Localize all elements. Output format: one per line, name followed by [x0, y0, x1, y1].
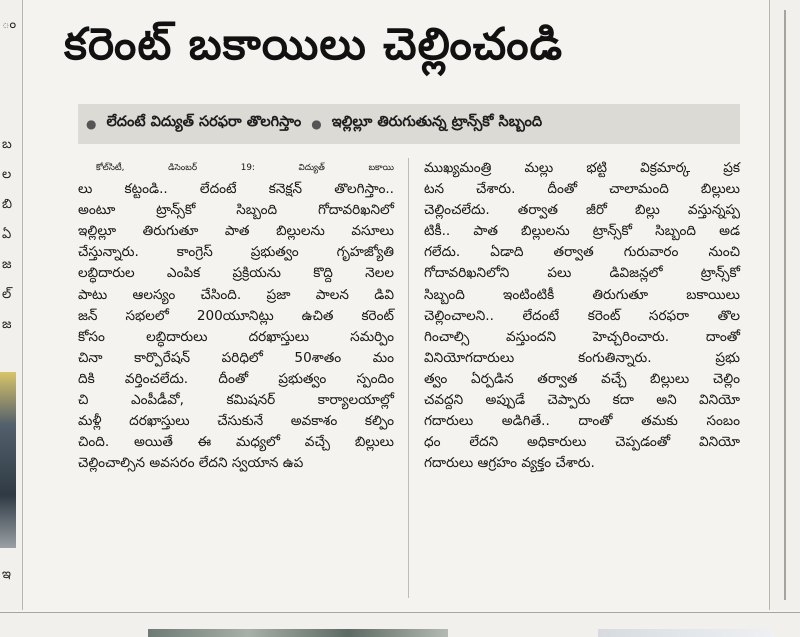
next-article-strip	[0, 613, 800, 637]
bullet-icon: ●	[86, 117, 97, 131]
left-adjacent-column	[0, 0, 23, 610]
text-line: గలేదు. ఏడాది తర్వాత గురువారం నుంచి	[424, 244, 740, 261]
next-article-photo	[148, 629, 448, 637]
text-line: గోదావరిఖనిలోని పలు డివిజన్లలో ట్రాన్స్‌కో	[424, 265, 740, 282]
text-line: సిబ్బంది ఇంటింటికీ తిరుగుతూ బకాయిలు	[424, 286, 740, 303]
left-fragment: జ	[2, 257, 12, 272]
text-line: మళ్లీ దరఖాస్తులు చేసుకునే అవకాశం కల్పిం	[78, 413, 394, 430]
next-article-box	[598, 629, 774, 637]
text-line: ధం లేదని అధికారులు చెప్పడంతో వినియో	[424, 434, 740, 451]
text-line: గించాల్సి వస్తుందని హెచ్చరించారు. దాంతో	[424, 328, 740, 345]
left-fragment: ల్	[2, 287, 12, 302]
text-line: టన చేశారు. దీంతో చాలామంది బిల్లులు	[424, 181, 740, 198]
column-rule	[784, 10, 786, 600]
left-fragment: బ	[2, 137, 12, 152]
text-line: లు కట్టండి.. లేదంటే కనెక్షన్ తొలగిస్తాం..	[78, 181, 394, 198]
text-line: కోల్‌సిటీ, డిసెంబర్ 19: విద్యుత్ బకాయి	[96, 163, 394, 173]
text-line: త్వం ఏర్పడిన తర్వాత వచ్చే బిల్లులు చెల్లిం	[424, 370, 740, 387]
text-line: చినా కార్పొరేషన్ పరిధిలో 50శాతం మం	[78, 349, 394, 366]
article-headline: కరెంట్ బకాయిలు చెల్లించండి	[64, 19, 564, 70]
left-fragment: జ	[2, 317, 12, 332]
text-line: పాటు ఆలస్యం చేసింది. ప్రజా పాలన డివి	[78, 286, 394, 303]
text-line: గదారులు ఆగ్రహం వ్యక్తం చేశారు.	[424, 455, 595, 472]
text-line: జన్ సభలలో 200యూనిట్లు ఉచిత కరెంట్	[78, 307, 394, 324]
bullet-icon: ●	[311, 117, 322, 131]
subheading-bar	[78, 104, 740, 144]
text-line: కోసం లబ్ధిదారులు దరఖాస్తులు సమర్పిం	[78, 328, 394, 345]
left-fragment: ఏ	[2, 227, 12, 242]
article-column-1	[78, 158, 394, 474]
left-fragment: ల	[2, 167, 12, 182]
subhead-right: ఇల్లిల్లూ తిరుగుతున్న ట్రాన్స్‌కో సిబ్బంది	[331, 114, 543, 130]
left-fragment: బి	[2, 197, 13, 212]
text-line: చెల్లించాలని.. లేదంటే కరెంట్ సరఫరా తొల	[424, 307, 740, 324]
text-line: గదారులు అడిగితే.. దాంతో తమకు సంబం	[424, 413, 740, 430]
right-margin	[769, 0, 800, 610]
adjacent-photo	[0, 372, 16, 548]
text-line: ముఖ్యమంత్రి మల్లు భట్టి విక్రమార్క ప్రక	[424, 160, 740, 176]
text-line: చింది. అయితే ఈ మధ్యలో వచ్చే బిల్లులు	[78, 434, 394, 451]
text-line: చవద్దని అప్పుడే చెప్పారు కదా అని వినియో	[424, 392, 740, 409]
text-line: దికి వర్తించలేదు. దీంతో ప్రభుత్వం స్పందిం	[78, 370, 394, 387]
text-line: టికీ.. పాత బిల్లులను ట్రాన్స్‌కో సిబ్బంది అడ	[424, 223, 740, 240]
subhead-left: లేదంటే విద్యుత్ సరఫరా తొలగిస్తాం	[106, 114, 302, 130]
text-line: చెల్లించలేదు. తర్వాత జీరో బిల్లు వస్తున్నప్ప	[424, 202, 740, 219]
text-line: అంటూ ట్రాన్స్‌కో సిబ్బంది గోదావరిఖనిలో	[78, 202, 394, 219]
article-column-2	[424, 158, 740, 474]
left-fragment: ఇ	[2, 567, 11, 582]
text-line: ఇల్లిల్లూ తిరుగుతూ పాత బిల్లులను వసూలు	[78, 223, 394, 240]
text-line: చెల్లించాల్సిన అవసరం లేదని స్వయాన ఉప	[78, 455, 304, 472]
text-line: చేస్తున్నారు. కాంగ్రెస్ ప్రభుత్వం గృహజ్యోతి	[78, 244, 394, 261]
text-line: చి ఎంపీడీవో, కమిషనర్ కార్యాలయాల్లో	[78, 392, 394, 409]
left-fragment: ం	[2, 17, 17, 32]
column-divider	[408, 158, 409, 598]
text-line: లబ్ధిదారుల ఎంపిక ప్రక్రియను కొద్ది నెలల	[78, 265, 394, 282]
text-line: వినియోగదారులు కంగుతిన్నారు. ప్రభు	[424, 349, 740, 366]
